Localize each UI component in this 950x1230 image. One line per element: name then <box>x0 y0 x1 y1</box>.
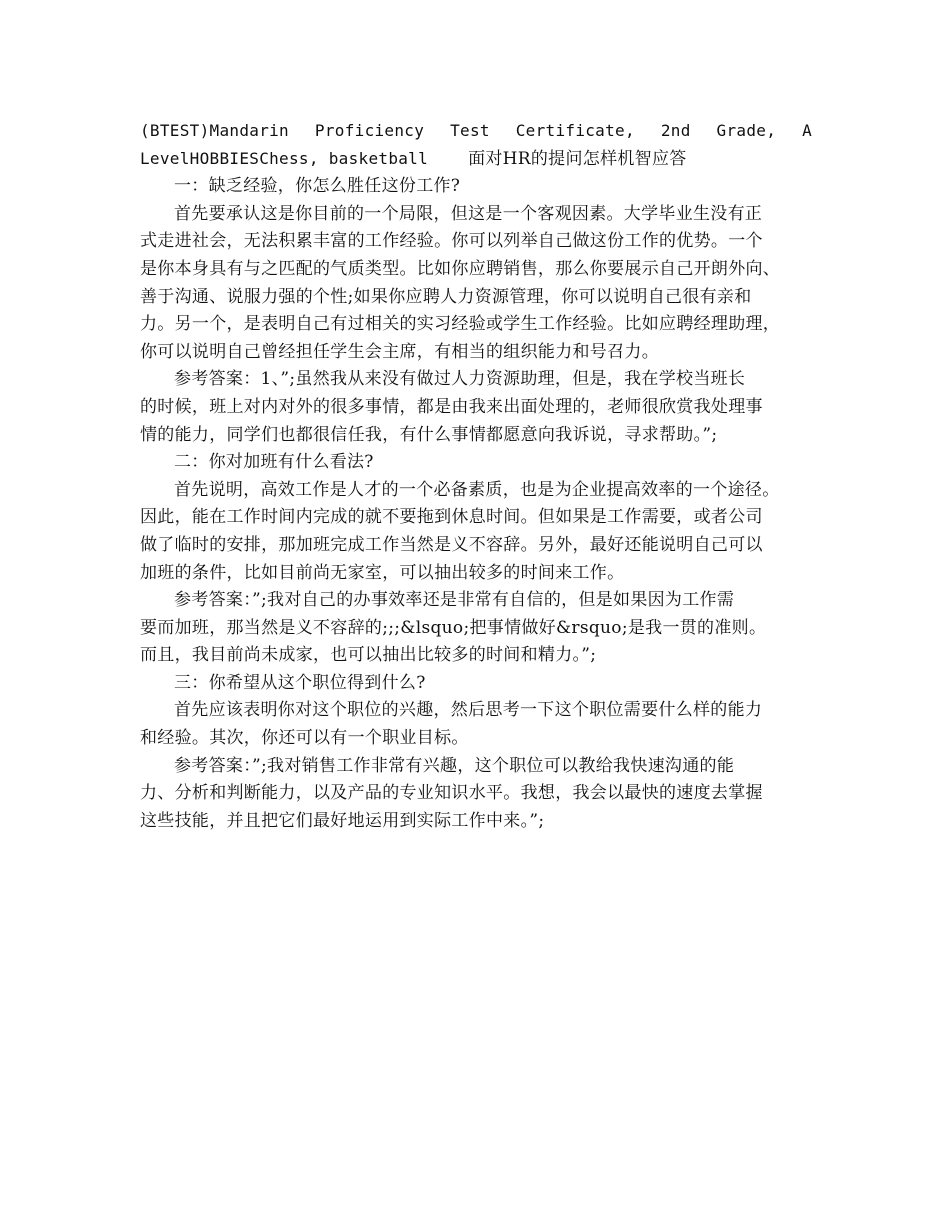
paragraph-line: 式走进社会，无法积累丰富的工作经验。你可以列举自己做这份工作的优势。一个 <box>140 231 763 252</box>
header-word: 2nd <box>660 121 691 140</box>
paragraph-line: 做了临时的安排，那加班完成工作当然是义不容辞。另外，最好还能说明自己可以 <box>140 534 763 555</box>
header-line-1 <box>140 117 812 145</box>
section-question: 二：你对加班有什么看法? <box>174 452 374 473</box>
paragraph-line: 的时候，班上对内对外的很多事情，都是由我来出面处理的，老师很欣赏我处理事 <box>140 396 763 417</box>
section-answer <box>140 366 812 449</box>
section-question: 三：你希望从这个职位得到什么? <box>174 672 426 693</box>
header-word: (BTEST)Mandarin <box>140 121 289 140</box>
paragraph-line: 和经验。其次，你还可以有一个职业目标。 <box>140 728 469 749</box>
header-word: Proficiency <box>314 121 425 140</box>
paragraph-line: 你可以说明自己曾经担任学生会主席，有相当的组织能力和号召力。 <box>140 341 659 362</box>
header-word: Certificate, <box>515 121 635 140</box>
paragraph-line: 力。另一个，是表明自己有过相关的实习经验或学生工作经验。比如应聘经理助理， <box>140 314 781 335</box>
paragraph-line: 参考答案：”;我对自己的办事效率还是非常有自信的，但是如果因为工作需 <box>174 590 735 611</box>
paragraph-line: 要而加班，那当然是义不容辞的;;;&lsquo;把事情做好&rsquo;是我一贯的准则。 <box>140 617 767 638</box>
header-word: Grade, <box>716 121 777 140</box>
section-answer <box>140 753 812 836</box>
paragraph-line: 加班的条件，比如目前尚无家室，可以抽出较多的时间来工作。 <box>140 562 625 583</box>
section-1 <box>140 173 812 449</box>
paragraph-line: 这些技能，并且把它们最好地运用到实际工作中来。”; <box>140 810 545 831</box>
section-explanation <box>140 201 812 367</box>
header-line-2 <box>140 145 812 174</box>
hobbies-text: LevelHOBBIESChess, basketball <box>140 148 429 168</box>
paragraph-line: 力、分析和判断能力，以及产品的专业知识水平。我想，我会以最快的速度去掌握 <box>140 783 763 804</box>
section-answer <box>140 587 812 670</box>
paragraph-line: 首先要承认这是你目前的一个局限，但这是一个客观因素。大学毕业生没有正 <box>174 203 763 224</box>
paragraph-line: 情的能力，同学们也都很信任我，有什么事情都愿意向我诉说，寻求帮助。”; <box>140 424 718 445</box>
section-question: 一：缺乏经验，你怎么胜任这份工作? <box>174 176 461 197</box>
section-explanation <box>140 697 812 752</box>
paragraph-line: 善于沟通、说服力强的个性;如果你应聘人力资源管理，你可以说明自己很有亲和 <box>140 286 752 307</box>
paragraph-line: 而且，我目前尚未成家，也可以抽出比较多的时间和精力。”; <box>140 645 597 666</box>
document-page <box>140 117 812 835</box>
paragraph-line: 首先应该表明你对这个职位的兴趣，然后思考一下这个职位需要什么样的能力 <box>174 700 763 721</box>
section-explanation <box>140 477 812 587</box>
header-word: Test <box>450 121 490 140</box>
paragraph-line: 首先说明，高效工作是人才的一个必备素质，也是为企业提高效率的一个途径。 <box>174 479 780 500</box>
paragraph-line: 因此，能在工作时间内完成的就不要拖到休息时间。但如果是工作需要，或者公司 <box>140 507 763 528</box>
header-word: A <box>802 121 812 140</box>
paragraph-line: 参考答案：”;我对销售工作非常有兴趣，这个职位可以教给我快速沟通的能 <box>174 755 735 776</box>
section-3 <box>140 670 812 836</box>
document-title: 面对HR的提问怎样机智应答 <box>468 148 687 169</box>
section-2 <box>140 449 812 670</box>
paragraph-line: 参考答案：1、”;虽然我从来没有做过人力资源助理，但是，我在学校当班长 <box>174 369 746 390</box>
paragraph-line: 是你本身具有与之匹配的气质类型。比如你应聘销售，那么你要展示自己开朗外向、 <box>140 258 781 279</box>
